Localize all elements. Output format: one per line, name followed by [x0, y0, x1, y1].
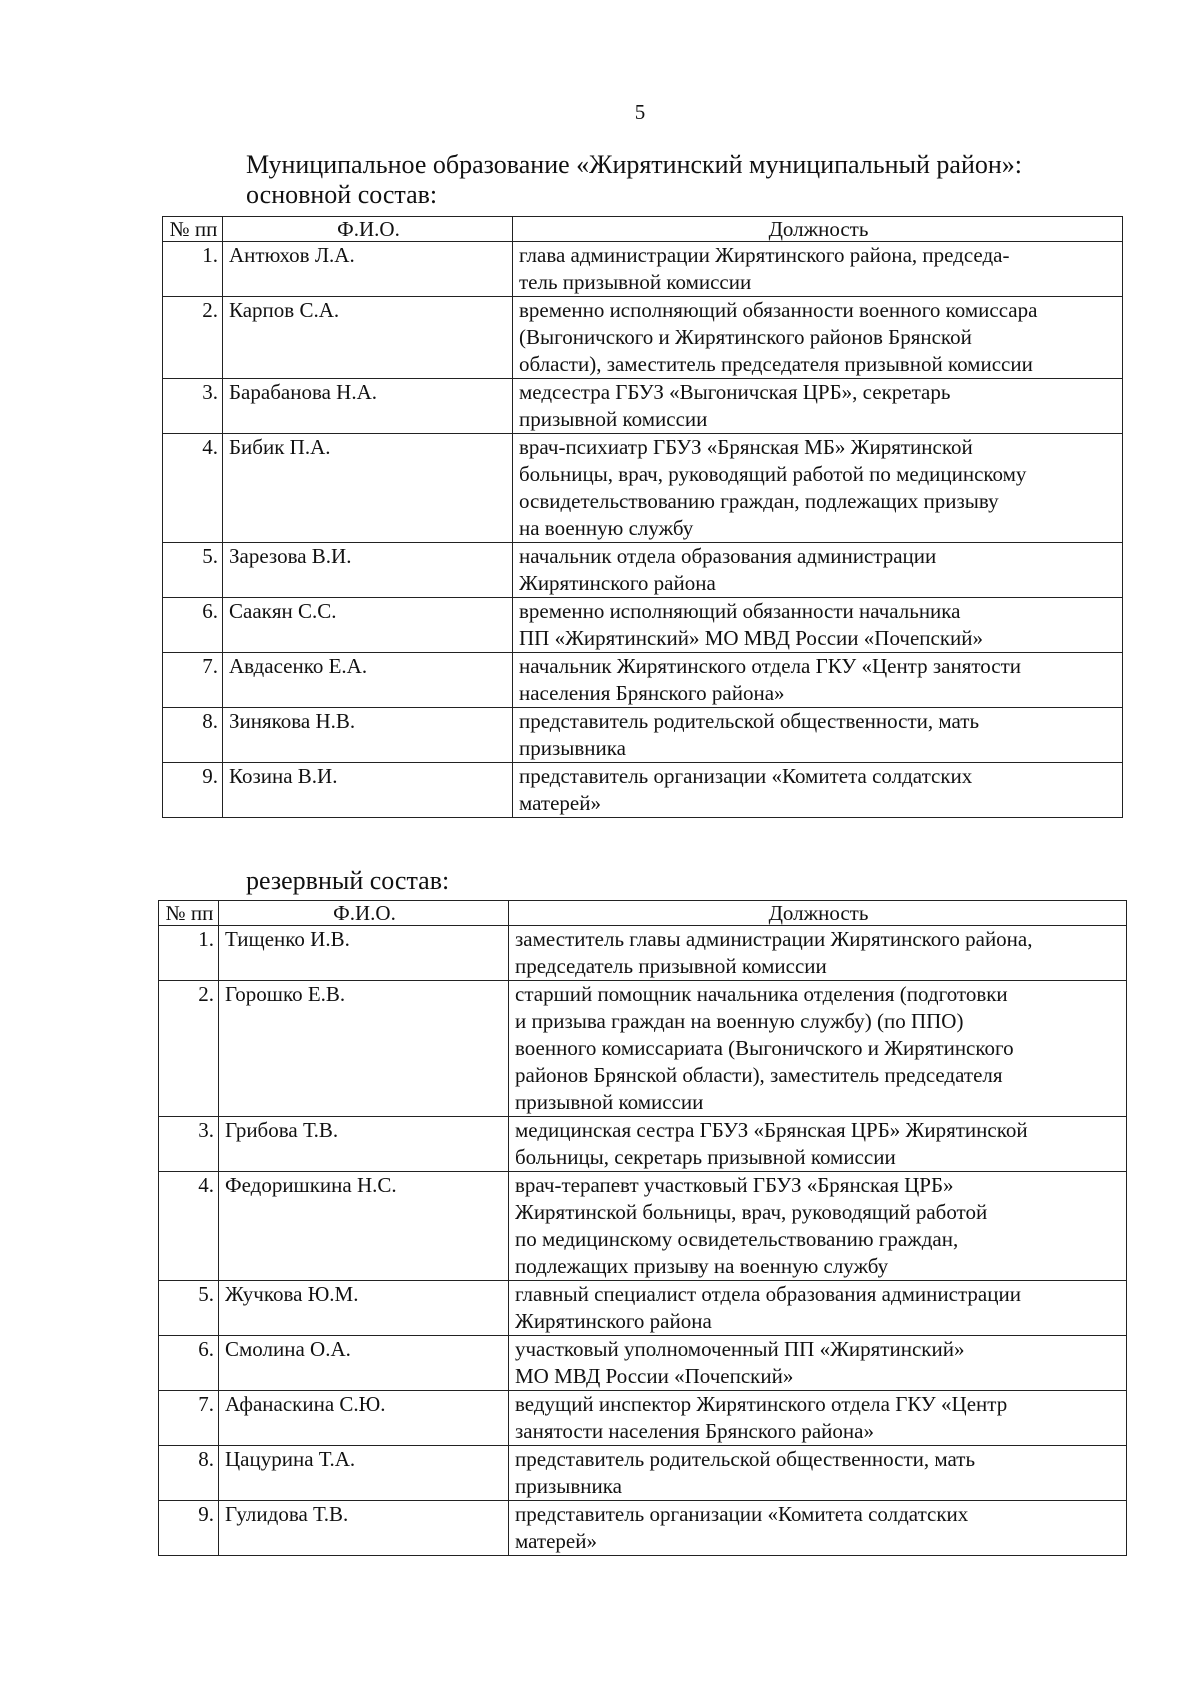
- person-name-cell: Жучкова Ю.М.: [219, 1281, 509, 1336]
- row-number-cell: 2.: [159, 981, 219, 1117]
- position-line: освидетельствованию граждан, подлежащих призыву: [519, 489, 999, 513]
- person-name-cell: Смолина О.А.: [219, 1336, 509, 1391]
- position-line: районов Брянской области), заместитель председателя: [515, 1063, 1003, 1087]
- table-row: [163, 653, 1123, 708]
- section-heading-reserve: резервный состав:: [246, 866, 450, 895]
- position-line: медицинская сестра ГБУЗ «Брянская ЦРБ» Жирятинской: [515, 1118, 1028, 1142]
- position-cell: [509, 1391, 1127, 1446]
- position-cell: [509, 1501, 1127, 1556]
- position-line: области), заместитель председателя призывной комиссии: [519, 352, 1033, 376]
- person-name-cell: Зарезова В.И.: [223, 543, 513, 598]
- position-line: (Выгоничского и Жирятинского районов Брянской: [519, 325, 972, 349]
- table-row: [163, 297, 1123, 379]
- position-line: старший помощник начальника отделения (подготовки: [515, 982, 1008, 1006]
- position-cell: [509, 1446, 1127, 1501]
- table-header-row: [159, 901, 1127, 926]
- position-line: врач-терапевт участковый ГБУЗ «Брянская ЦРБ»: [515, 1173, 954, 1197]
- page-number: 5: [634, 100, 646, 124]
- position-cell: [509, 926, 1127, 981]
- position-line: больницы, врач, руководящий работой по медицинскому: [519, 462, 1027, 486]
- table-row: [163, 763, 1123, 818]
- table-row: [159, 1391, 1127, 1446]
- position-line: призывника: [515, 1474, 622, 1498]
- row-number-cell: 3.: [163, 379, 223, 434]
- row-number-cell: 6.: [159, 1336, 219, 1391]
- person-name-cell: Антюхов Л.А.: [223, 242, 513, 297]
- position-cell: [509, 1336, 1127, 1391]
- position-cell: [513, 598, 1123, 653]
- table-row: [163, 543, 1123, 598]
- table-row: [163, 598, 1123, 653]
- row-number-cell: 9.: [163, 763, 223, 818]
- row-number-cell: 7.: [159, 1391, 219, 1446]
- position-line: Жирятинской больницы, врач, руководящий работой: [515, 1200, 988, 1224]
- row-number-cell: 1.: [163, 242, 223, 297]
- position-line: представитель родительской общественности, мать: [515, 1447, 976, 1471]
- position-line: участковый уполномоченный ПП «Жирятинский»: [515, 1337, 965, 1361]
- table-row: [163, 242, 1123, 297]
- position-cell: [513, 242, 1123, 297]
- person-name-cell: Грибова Т.В.: [219, 1117, 509, 1172]
- position-line: медсестра ГБУЗ «Выгоничская ЦРБ», секретарь: [519, 380, 951, 404]
- person-name-cell: Афанаскина С.Ю.: [219, 1391, 509, 1446]
- person-name-cell: Карпов С.А.: [223, 297, 513, 379]
- main-composition-table: [162, 216, 1123, 818]
- position-cell: [513, 653, 1123, 708]
- table-row: [159, 1501, 1127, 1556]
- position-line: матерей»: [519, 791, 601, 815]
- person-name-cell: Тищенко И.В.: [219, 926, 509, 981]
- person-name-cell: Горошко Е.В.: [219, 981, 509, 1117]
- heading-line-municipality: Муниципальное образование «Жирятинский муниципальный район»:: [246, 150, 1023, 179]
- table-row: [163, 434, 1123, 543]
- position-line: подлежащих призыву на военную службу: [515, 1254, 889, 1278]
- person-name-cell: Федоришкина Н.С.: [219, 1172, 509, 1281]
- position-line: призывника: [519, 736, 626, 760]
- position-line: Жирятинского района: [519, 571, 716, 595]
- row-number-cell: 8.: [159, 1446, 219, 1501]
- position-cell: [513, 297, 1123, 379]
- position-cell: [513, 543, 1123, 598]
- table-row: [159, 981, 1127, 1117]
- position-cell: [509, 1117, 1127, 1172]
- position-line: ПП «Жирятинский» МО МВД России «Почепский»: [519, 626, 984, 650]
- column-header-name: Ф.И.О.: [223, 217, 513, 242]
- person-name-cell: Цацурина Т.А.: [219, 1446, 509, 1501]
- person-name-cell: Авдасенко Е.А.: [223, 653, 513, 708]
- column-header-position: Должность: [513, 217, 1123, 242]
- position-line: и призыва граждан на военную службу) (по ППО): [515, 1009, 964, 1033]
- person-name-cell: Гулидова Т.В.: [219, 1501, 509, 1556]
- table-row: [159, 1281, 1127, 1336]
- table-row: [159, 1117, 1127, 1172]
- row-number-cell: 9.: [159, 1501, 219, 1556]
- row-number-cell: 5.: [163, 543, 223, 598]
- position-line: тель призывной комиссии: [519, 270, 752, 294]
- position-line: матерей»: [515, 1529, 597, 1553]
- position-line: МО МВД России «Почепский»: [515, 1364, 794, 1388]
- table-row: [159, 1172, 1127, 1281]
- column-header-position: Должность: [509, 901, 1127, 926]
- row-number-cell: 4.: [159, 1172, 219, 1281]
- position-line: временно исполняющий обязанности военного комиссара: [519, 298, 1038, 322]
- person-name-cell: Козина В.И.: [223, 763, 513, 818]
- position-line: по медицинскому освидетельствованию граждан,: [515, 1227, 959, 1251]
- person-name-cell: Зинякова Н.В.: [223, 708, 513, 763]
- reserve-table-body: [159, 926, 1127, 1556]
- table-row: [159, 1336, 1127, 1391]
- position-line: ведущий инспектор Жирятинского отдела ГКУ «Центр: [515, 1392, 1008, 1416]
- position-line: представитель родительской общественности, мать: [519, 709, 980, 733]
- row-number-cell: 5.: [159, 1281, 219, 1336]
- position-line: Жирятинского района: [515, 1309, 712, 1333]
- position-cell: [509, 981, 1127, 1117]
- position-line: призывной комиссии: [515, 1090, 704, 1114]
- column-header-name: Ф.И.О.: [219, 901, 509, 926]
- position-line: глава администрации Жирятинского района, председа-: [519, 243, 1010, 267]
- position-cell: [513, 708, 1123, 763]
- row-number-cell: 7.: [163, 653, 223, 708]
- position-cell: [513, 379, 1123, 434]
- column-header-number: № пп: [159, 901, 219, 926]
- table-row: [159, 926, 1127, 981]
- position-line: начальник Жирятинского отдела ГКУ «Центр занятости: [519, 654, 1022, 678]
- row-number-cell: 4.: [163, 434, 223, 543]
- heading-line-main-composition: основной состав:: [246, 180, 438, 209]
- position-cell: [513, 763, 1123, 818]
- row-number-cell: 8.: [163, 708, 223, 763]
- position-line: председатель призывной комиссии: [515, 954, 827, 978]
- position-line: временно исполняющий обязанности начальника: [519, 599, 961, 623]
- position-cell: [509, 1172, 1127, 1281]
- table-row: [163, 379, 1123, 434]
- person-name-cell: Саакян С.С.: [223, 598, 513, 653]
- position-cell: [509, 1281, 1127, 1336]
- main-table-body: [163, 242, 1123, 818]
- position-line: на военную службу: [519, 516, 694, 540]
- position-line: населения Брянского района»: [519, 681, 785, 705]
- position-cell: [513, 434, 1123, 543]
- table-row: [159, 1446, 1127, 1501]
- row-number-cell: 3.: [159, 1117, 219, 1172]
- position-line: главный специалист отдела образования администрации: [515, 1282, 1021, 1306]
- row-number-cell: 6.: [163, 598, 223, 653]
- position-line: занятости населения Брянского района»: [515, 1419, 874, 1443]
- reserve-composition-table: [158, 900, 1127, 1556]
- position-line: призывной комиссии: [519, 407, 708, 431]
- position-line: врач-психиатр ГБУЗ «Брянская МБ» Жирятинской: [519, 435, 973, 459]
- position-line: больницы, секретарь призывной комиссии: [515, 1145, 896, 1169]
- position-line: заместитель главы администрации Жирятинского района,: [515, 927, 1033, 951]
- position-line: начальник отдела образования администрации: [519, 544, 937, 568]
- row-number-cell: 2.: [163, 297, 223, 379]
- person-name-cell: Бибик П.А.: [223, 434, 513, 543]
- table-header-row: [163, 217, 1123, 242]
- table-row: [163, 708, 1123, 763]
- row-number-cell: 1.: [159, 926, 219, 981]
- column-header-number: № пп: [163, 217, 223, 242]
- position-line: представитель организации «Комитета солдатских: [515, 1502, 969, 1526]
- person-name-cell: Барабанова Н.А.: [223, 379, 513, 434]
- position-line: представитель организации «Комитета солдатских: [519, 764, 973, 788]
- position-line: военного комиссариата (Выгоничского и Жирятинского: [515, 1036, 1014, 1060]
- section-heading-main: [246, 150, 1146, 210]
